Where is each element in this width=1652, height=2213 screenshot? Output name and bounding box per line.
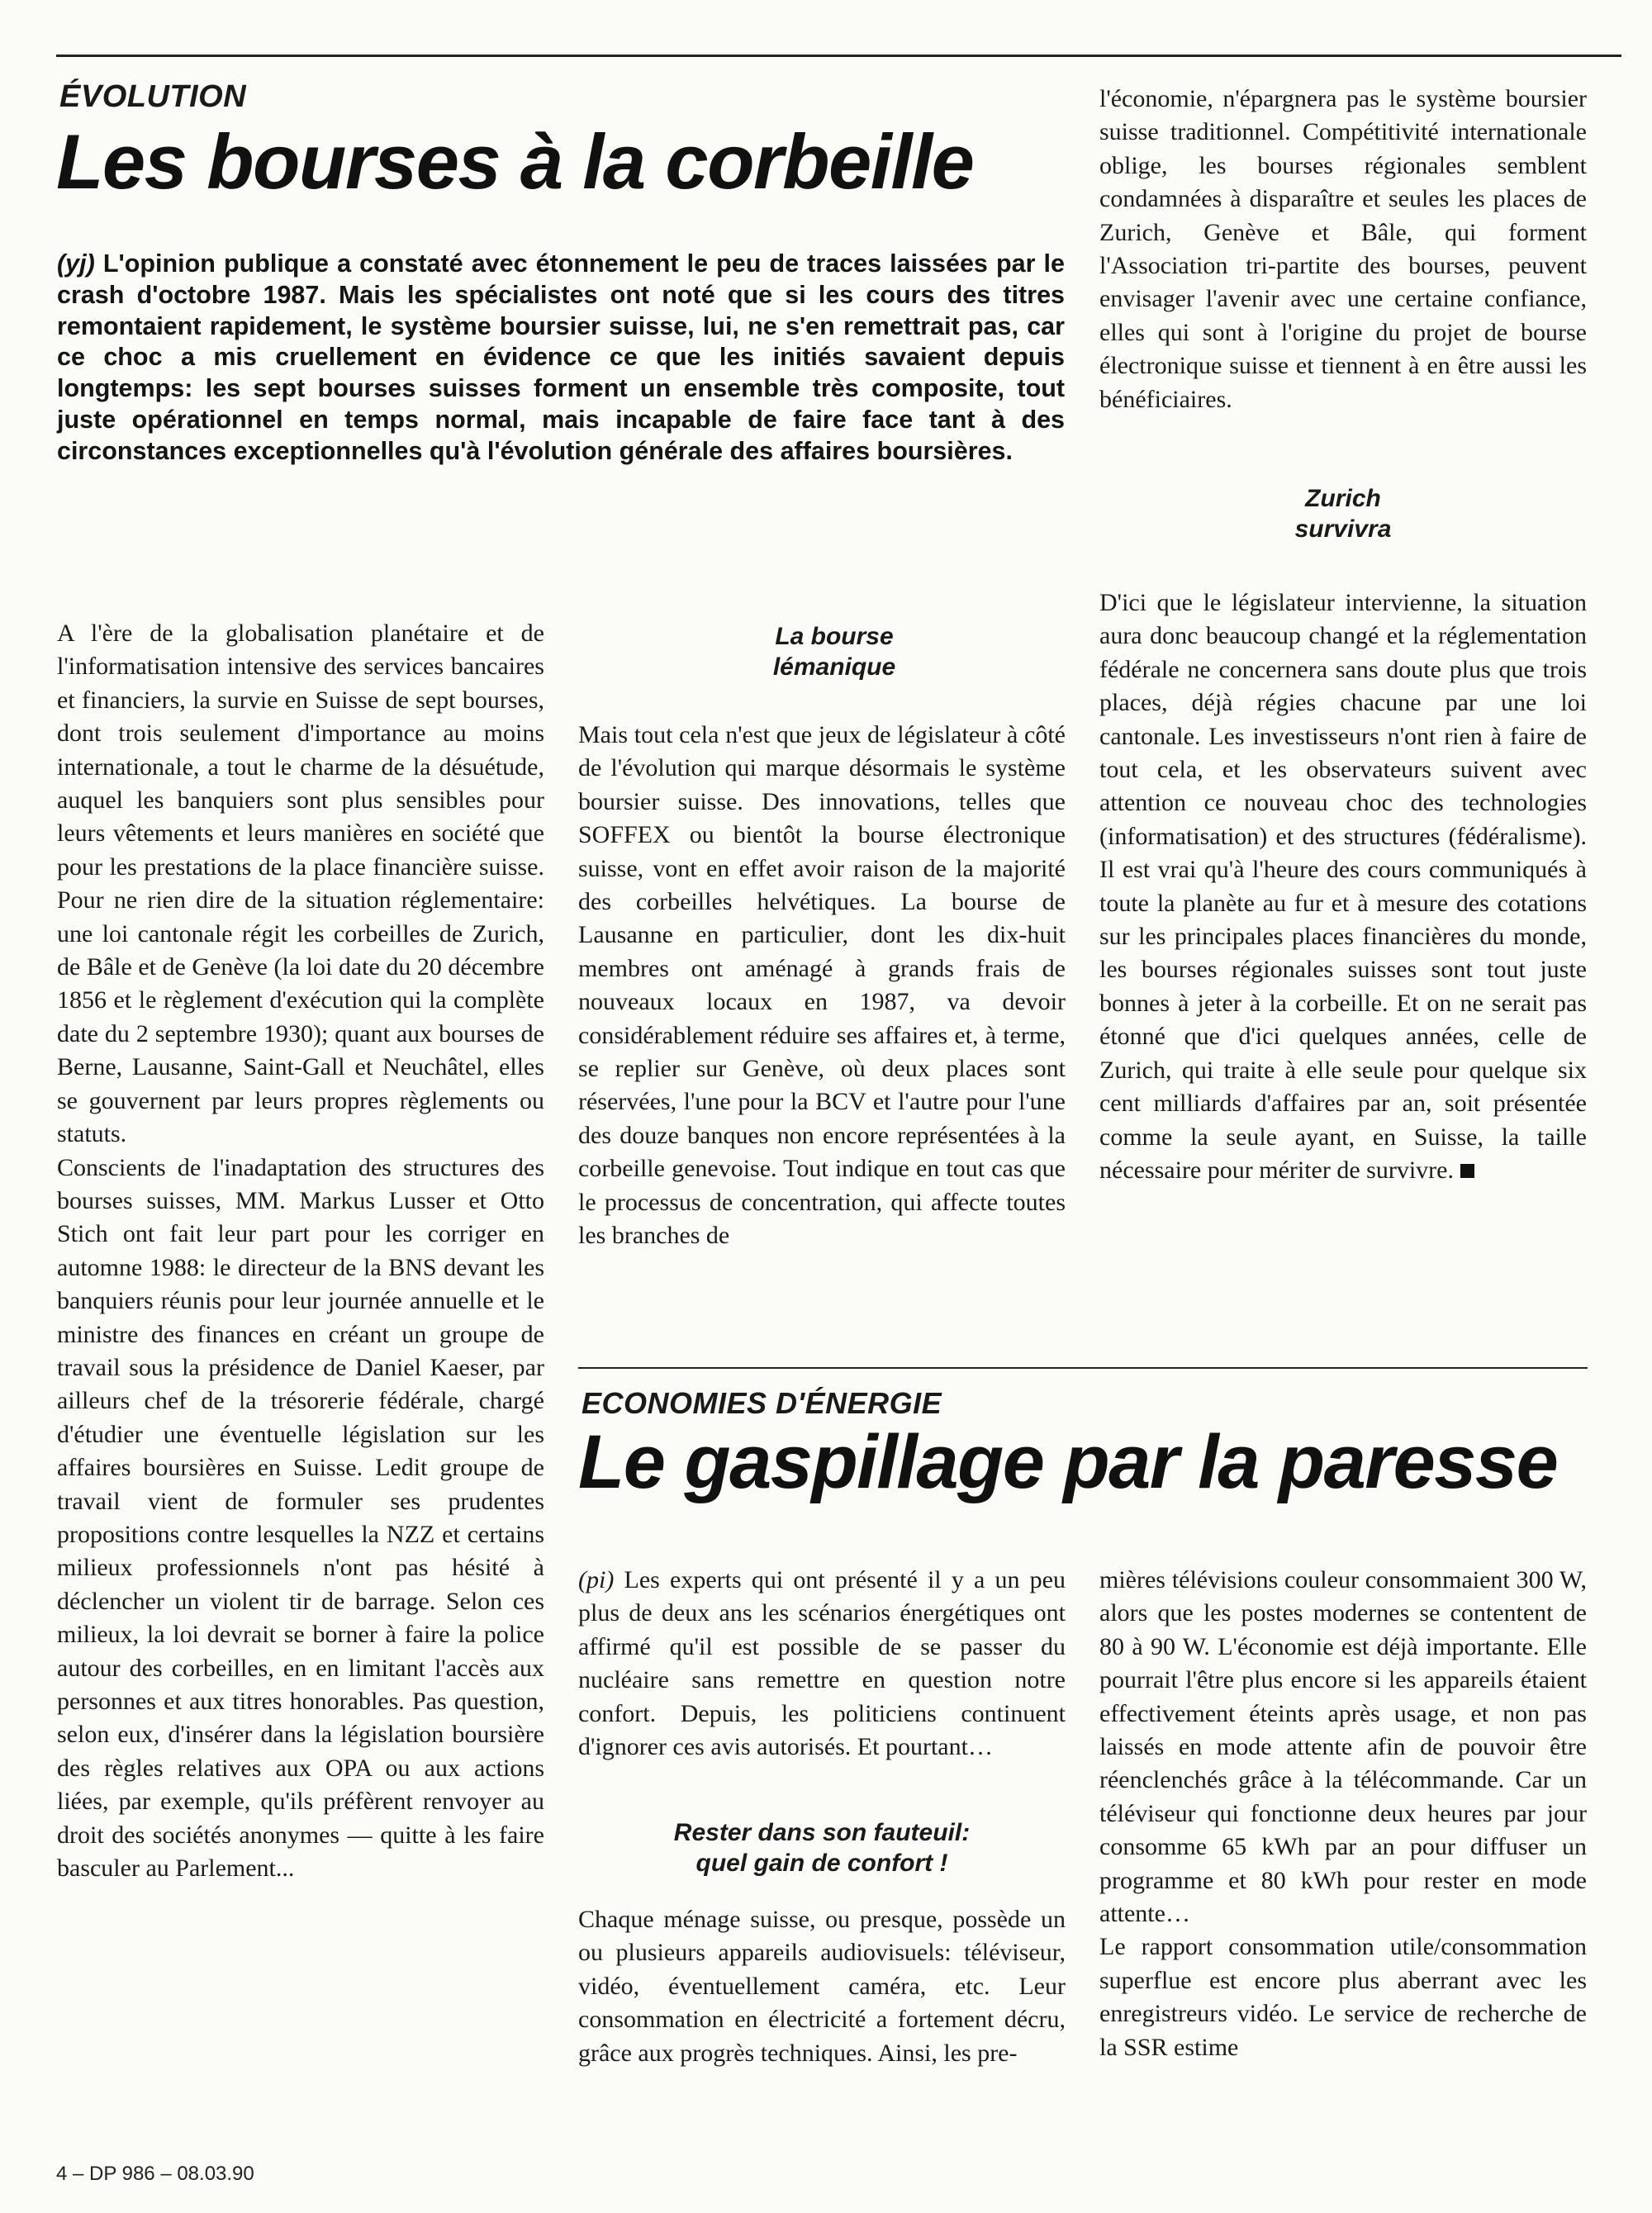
subhead-line: Rester dans son fauteuil: — [673, 1819, 971, 1846]
article1-column-2 — [578, 719, 1066, 1253]
article2-kicker: ECONOMIES D'ÉNERGIE — [582, 1386, 942, 1420]
article1-column-3-top — [1099, 83, 1587, 416]
article1-col1-paragraph-1: A l'ère de la globalisation planétaire et de l'informatisation intensive des services bancaires et financiers, la survie en Suisse de sept bourses, dont trois seulement d'importance au moins internationale, a tout le charme de la désuétude, auquel les banquiers sont plus sensibles pour leurs vêtements et leurs manières en société que pour les prestations de la place financière suisse. Pour ne rien dire de la situation réglementaire: une loi cantonale régit les corbeilles de Zurich, de Bâle et de Genève (la loi date du 20 décembre 1856 et le règlement d'exécution qui la complète date du 2 septembre 1930); quant aux bourses de Berne, Lausanne, Saint-Gall et Neuchâtel, elles se gouvernent par leurs propres règlements ou statuts. — [57, 620, 544, 1148]
article2-column-2-top — [578, 1564, 1066, 1764]
subhead-line: lémanique — [772, 653, 896, 681]
article1-kicker: ÉVOLUTION — [59, 79, 247, 114]
lead-text: L'opinion publique a constaté avec étonnement le peu de traces laissées par le crash d'octobre 1987. Mais les spécialistes ont noté que si les cours des titres remontaient rapidement, le système boursier suisse, lui, ne s'en remettrait pas, car ce choc a mis cruellement en évidence ce que les initiés savaient depuis longtemps: les sept bourses suisses forment un ensemble très composite, tout juste opérationnel en temps normal, mais incapable de faire face tant à des circonstances exceptionnelles qu'à l'évolution générale des affaires boursières. — [57, 249, 1065, 465]
page-footer: 4 – DP 986 – 08.03.90 — [56, 2163, 254, 2185]
lead-byline: (yj) — [57, 249, 95, 278]
article1-col1-paragraph-2: Conscients de l'inadaptation des structures des bourses suisses, MM. Markus Lusser et Otto Stich ont fait leur part pour les corriger en automne 1988: le directeur de la BNS devant les banquiers réunis pour leur journée annuelle et le ministre des finances en créant un groupe de travail sous la présidence de Daniel Kaeser, par ailleurs chef de la trésorerie fédérale, chargé d'étudier une éventuelle législation sur les affaires boursières en Suisse. Ledit groupe de travail vient de formuler ses prudentes propositions contre lesquelles la NZZ et certains milieux professionnels n'ont pas hésité à déclencher un violent tir de barrage. Selon ces milieux, la loi devrait se borner à faire la police autour des corbeilles, en en limitant l'accès aux personnes et aux titres honorables. Pas question, selon eux, d'insérer dans la législation boursière des règles relatives aux OPA ou aux actions liées, par exemple, qu'ils préfèrent renvoyer au droit des sociétés anonymes — quitte à les faire basculer au Parlement... — [57, 1153, 544, 1883]
article1-col3-paragraph-top: l'économie, n'épargnera pas le système boursier suisse traditionnel. Compétitivité internationale oblige, les bourses régionales semblent condamnées à disparaître et seules les places de Zurich, Genève et Bâle, qui forment l'Association tri-partite des bourses, peuvent envisager l'avenir avec une certaine confiance, elles qui sont à l'origine du projet de bourse électronique suisse et tiennent à en être aussi les bénéficiaires. — [1099, 85, 1587, 413]
article2-column-3 — [1099, 1564, 1587, 2064]
article2-intro-paragraph — [578, 1564, 1066, 1764]
subhead-line: survivra — [1294, 515, 1392, 543]
article1-lead — [57, 249, 1065, 468]
top-rule — [56, 55, 1621, 57]
article1-col3-paragraph-bottom — [1099, 586, 1587, 1187]
article2-col2-paragraph: Chaque ménage suisse, ou presque, possède un ou plusieurs appareils audiovisuels: téléviseur, vidéo, éventuellement caméra, etc. Leur consommation en électricité a fortement décru, grâce aux progrès techniques. Ainsi, les pre- — [578, 1906, 1066, 2067]
article2-col3-paragraph-2: Le rapport consommation utile/consommation superflue est encore plus aberrant avec les enregistreurs vidéo. Le service de recherche de la SSR estime — [1099, 1933, 1587, 2061]
article1-col2-paragraph: Mais tout cela n'est que jeux de législateur à côté de l'évolution qui marque désormais le système boursier suisse. Des innovations, telles que SOFFEX ou bientôt la bourse électronique suisse, vont en effet avoir raison de la majorité des corbeilles helvétiques. La bourse de Lausanne en particulier, dont les dix-huit membres ont aménagé à grands frais de nouveaux locaux en 1987, va devoir considérablement réduire ses affaires et, à terme, se replier sur Genève, où deux places sont réservées, l'une pour la BCV et l'autre pour l'une des douze banques non encore représentées à la corbeille genevoise. Tout indique en tout cas que le processus de concentration, qui affecte toutes les branches de — [578, 721, 1066, 1250]
article2-intro-text: Les experts qui ont présenté il y a un peu plus de deux ans les scénarios énergétiques ont affirmé qu'il est possible de se passer du nucléaire sans remettre en question notre confort. Depuis, les politiciens continuent d'ignorer ces avis autorisés. Et pourtant… — [578, 1566, 1066, 1761]
article2-col3-paragraph-1: mières télévisions couleur consommaient 300 W, alors que les postes modernes se contentent de 80 à 90 W. L'économie est déjà importante. Elle pourrait l'être plus encore si les appareils étaient effectivement éteints après usage, et non pas laissés en mode attente afin de pouvoir être réenclenchés grâce à la télécommande. Car un téléviseur qui fonctionne deux heures par jour consomme 65 kWh par an pour diffuser un programme et 80 kWh pour rester en mode attente… — [1099, 1566, 1587, 1928]
subhead-line: La bourse — [775, 623, 894, 650]
article2-column-2-bottom — [578, 1903, 1066, 2070]
end-of-article-mark — [1460, 1164, 1474, 1178]
article2-byline: (pi) — [578, 1566, 615, 1593]
subhead-rester-dans-son-fauteuil — [578, 1817, 1066, 1878]
article-separator — [578, 1367, 1588, 1369]
col3-bottom-text: D'ici que le législateur intervienne, la situation aura donc beaucoup changé et la réglementation fédérale ne concernera sans doute plus que trois places, déjà régies chacune par une loi cantonale. Les investisseurs n'ont rien à faire de tout cela, et les observateurs suivent avec attention ce nouveau choc des technologies (informatisation) et des structures (fédéralisme). Il est vrai qu'à l'heure des cours communiqués à toute la planète au fur et à mesure des cotations sur les principales places financières du monde, les bourses régionales suisses sont tout juste bonnes à jeter à la corbeille. Et on ne serait pas étonné que d'ici quelques années, celle de Zurich, qui traite à elle seule pour quelque six cent milliards d'affaires par an, soit présentée comme la seule ayant, en Suisse, la taille nécessaire pour mériter de survivre. — [1099, 589, 1587, 1184]
subhead-line: Zurich — [1305, 485, 1381, 512]
article1-title: Les bourses à la corbeille — [56, 118, 974, 205]
article2-title: Le gaspillage par la paresse — [578, 1420, 1558, 1504]
subhead-zurich-survivra — [1099, 483, 1587, 544]
subhead-la-bourse-lemanique — [578, 621, 1090, 682]
article1-column-3-bottom — [1099, 586, 1587, 1187]
subhead-line: quel gain de confort ! — [695, 1850, 948, 1877]
article1-column-1 — [57, 617, 544, 1885]
